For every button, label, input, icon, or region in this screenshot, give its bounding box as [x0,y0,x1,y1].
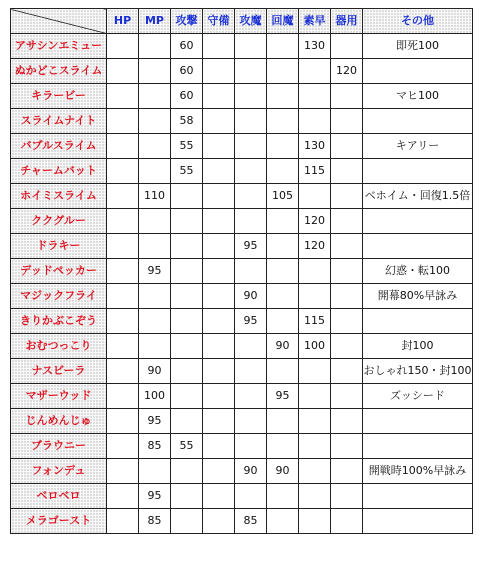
cell-dexterity [331,409,363,434]
cell-attack-magic [235,259,267,284]
cell-defense [203,459,235,484]
cell-mp [139,159,171,184]
header-hp: HP [107,9,139,34]
table-row [11,509,473,534]
cell-attack: 60 [171,34,203,59]
header-speed: 素早 [299,9,331,34]
cell-heal-magic [267,234,299,259]
cell-speed: 100 [299,334,331,359]
table-row [11,34,473,59]
cell-defense [203,84,235,109]
cell-hp [107,434,139,459]
cell-attack-magic [235,159,267,184]
cell-defense [203,284,235,309]
cell-speed: 115 [299,309,331,334]
cell-attack-magic [235,484,267,509]
cell-hp [107,134,139,159]
table-row [11,259,473,284]
cell-heal-magic [267,84,299,109]
cell-heal-magic: 105 [267,184,299,209]
monster-name-cell: ベロベロ [11,484,107,509]
cell-mp [139,34,171,59]
cell-attack-magic [235,59,267,84]
cell-defense [203,509,235,534]
cell-heal-magic [267,159,299,184]
cell-speed [299,284,331,309]
cell-heal-magic [267,109,299,134]
cell-other: 開戦時100%早詠み [363,459,473,484]
cell-attack-magic: 95 [235,234,267,259]
cell-mp: 90 [139,359,171,384]
cell-attack [171,234,203,259]
monster-name-cell: キラービー [11,84,107,109]
cell-dexterity [331,309,363,334]
cell-hp [107,84,139,109]
cell-dexterity [331,159,363,184]
cell-mp: 95 [139,259,171,284]
cell-other: マヒ100 [363,84,473,109]
cell-mp [139,459,171,484]
cell-other [363,434,473,459]
cell-dexterity [331,359,363,384]
monster-name-cell: ドラキー [11,234,107,259]
cell-hp [107,109,139,134]
cell-dexterity [331,284,363,309]
cell-heal-magic [267,484,299,509]
cell-dexterity [331,434,363,459]
cell-other [363,159,473,184]
cell-other [363,59,473,84]
header-attack-magic: 攻魔 [235,9,267,34]
cell-dexterity [331,109,363,134]
cell-attack [171,209,203,234]
cell-defense [203,109,235,134]
cell-mp [139,309,171,334]
cell-speed [299,484,331,509]
cell-heal-magic: 95 [267,384,299,409]
table-row [11,84,473,109]
cell-attack-magic: 95 [235,309,267,334]
cell-other [363,109,473,134]
cell-mp: 95 [139,409,171,434]
cell-heal-magic [267,409,299,434]
cell-dexterity [331,184,363,209]
cell-mp [139,234,171,259]
header-defense: 守備 [203,9,235,34]
monster-name-cell: きりかぶこぞう [11,309,107,334]
cell-other: 幻惑・転100 [363,259,473,284]
cell-speed [299,109,331,134]
cell-attack-magic: 90 [235,284,267,309]
monster-name-cell: フォンデュ [11,459,107,484]
cell-attack: 55 [171,159,203,184]
cell-speed: 120 [299,209,331,234]
table-row [11,159,473,184]
cell-dexterity [331,484,363,509]
cell-dexterity [331,259,363,284]
monster-stat-table [10,8,473,534]
cell-defense [203,359,235,384]
cell-dexterity [331,334,363,359]
cell-attack-magic: 85 [235,509,267,534]
cell-attack: 58 [171,109,203,134]
cell-attack [171,509,203,534]
cell-other: ベホイム・回復1.5倍 [363,184,473,209]
cell-heal-magic [267,359,299,384]
cell-other [363,209,473,234]
cell-attack [171,309,203,334]
cell-heal-magic [267,309,299,334]
cell-speed [299,184,331,209]
monster-name-cell: アサシンエミュー [11,34,107,59]
cell-other: 封100 [363,334,473,359]
monster-name-cell: メラゴースト [11,509,107,534]
cell-hp [107,34,139,59]
cell-mp [139,284,171,309]
cell-dexterity [331,209,363,234]
cell-speed: 130 [299,34,331,59]
cell-speed [299,409,331,434]
cell-attack [171,384,203,409]
table-row [11,334,473,359]
cell-defense [203,259,235,284]
cell-dexterity [331,509,363,534]
cell-attack [171,359,203,384]
cell-other: キアリー [363,134,473,159]
cell-other: ズッシード [363,384,473,409]
cell-hp [107,59,139,84]
monster-name-cell: ぬかどこスライム [11,59,107,84]
cell-other [363,309,473,334]
cell-speed [299,434,331,459]
cell-mp [139,109,171,134]
cell-speed [299,384,331,409]
cell-defense [203,409,235,434]
cell-defense [203,309,235,334]
cell-hp [107,384,139,409]
table-row [11,409,473,434]
cell-hp [107,459,139,484]
cell-heal-magic [267,34,299,59]
header-dexterity: 器用 [331,9,363,34]
cell-speed [299,59,331,84]
cell-attack-magic [235,434,267,459]
corner-header-cell [11,9,107,34]
cell-mp [139,209,171,234]
table-row [11,134,473,159]
cell-defense [203,184,235,209]
cell-attack-magic: 90 [235,459,267,484]
monster-name-cell: ホイミスライム [11,184,107,209]
cell-hp [107,409,139,434]
cell-hp [107,234,139,259]
table-row [11,359,473,384]
cell-dexterity [331,34,363,59]
cell-attack-magic [235,384,267,409]
cell-defense [203,59,235,84]
cell-mp [139,134,171,159]
cell-defense [203,434,235,459]
cell-attack [171,459,203,484]
cell-heal-magic: 90 [267,334,299,359]
cell-speed: 115 [299,159,331,184]
monster-name-cell: ククグルー [11,209,107,234]
monster-name-cell: スライムナイト [11,109,107,134]
table-row [11,184,473,209]
table-row [11,434,473,459]
cell-mp: 95 [139,484,171,509]
cell-heal-magic [267,134,299,159]
header-attack: 攻撃 [171,9,203,34]
cell-heal-magic [267,284,299,309]
table-row [11,209,473,234]
monster-name-cell: ブラウニー [11,434,107,459]
cell-hp [107,184,139,209]
cell-speed [299,259,331,284]
cell-speed [299,459,331,484]
cell-mp [139,59,171,84]
cell-dexterity [331,384,363,409]
cell-dexterity [331,134,363,159]
cell-attack-magic [235,84,267,109]
cell-attack [171,409,203,434]
cell-mp: 85 [139,509,171,534]
table-row [11,234,473,259]
cell-attack-magic [235,34,267,59]
cell-attack: 60 [171,84,203,109]
cell-defense [203,234,235,259]
cell-mp [139,334,171,359]
cell-hp [107,309,139,334]
cell-defense [203,34,235,59]
cell-attack-magic [235,209,267,234]
table-row [11,459,473,484]
cell-heal-magic [267,434,299,459]
cell-attack-magic [235,359,267,384]
cell-attack: 55 [171,434,203,459]
table-row [11,309,473,334]
cell-attack-magic [235,109,267,134]
cell-attack: 60 [171,59,203,84]
cell-speed: 120 [299,234,331,259]
cell-other: 開幕80%早詠み [363,284,473,309]
cell-attack [171,334,203,359]
cell-mp: 100 [139,384,171,409]
cell-attack [171,184,203,209]
monster-name-cell: バブルスライム [11,134,107,159]
header-mp: MP [139,9,171,34]
header-row [11,9,473,34]
cell-other: おしゃれ150・封100 [363,359,473,384]
cell-heal-magic [267,509,299,534]
cell-other: 即死100 [363,34,473,59]
cell-hp [107,359,139,384]
cell-hp [107,484,139,509]
cell-speed [299,84,331,109]
cell-defense [203,484,235,509]
monster-name-cell: おむつっこり [11,334,107,359]
header-other: その他 [363,9,473,34]
cell-other [363,234,473,259]
monster-name-cell: デッドペッカー [11,259,107,284]
cell-dexterity: 120 [331,59,363,84]
cell-heal-magic [267,259,299,284]
cell-attack-magic [235,409,267,434]
table-row [11,109,473,134]
cell-dexterity [331,84,363,109]
cell-hp [107,509,139,534]
cell-dexterity [331,234,363,259]
cell-attack-magic [235,134,267,159]
cell-speed [299,509,331,534]
monster-name-cell: チャームバット [11,159,107,184]
cell-defense [203,159,235,184]
cell-dexterity [331,459,363,484]
monster-name-cell: じんめんじゅ [11,409,107,434]
table-row [11,284,473,309]
cell-attack [171,259,203,284]
cell-hp [107,159,139,184]
cell-other [363,509,473,534]
table-row [11,484,473,509]
cell-defense [203,384,235,409]
cell-defense [203,209,235,234]
cell-attack: 55 [171,134,203,159]
cell-mp [139,84,171,109]
cell-attack [171,484,203,509]
cell-heal-magic: 90 [267,459,299,484]
header-heal-magic: 回魔 [267,9,299,34]
cell-attack-magic [235,334,267,359]
cell-hp [107,334,139,359]
cell-other [363,484,473,509]
monster-name-cell: ナスビーラ [11,359,107,384]
cell-heal-magic [267,59,299,84]
cell-mp: 110 [139,184,171,209]
cell-attack-magic [235,184,267,209]
cell-heal-magic [267,209,299,234]
table-body [11,34,473,534]
monster-name-cell: マジックフライ [11,284,107,309]
cell-hp [107,284,139,309]
cell-other [363,409,473,434]
cell-mp: 85 [139,434,171,459]
cell-speed [299,359,331,384]
cell-defense [203,334,235,359]
table-row [11,59,473,84]
monster-name-cell: マザーウッド [11,384,107,409]
cell-attack [171,284,203,309]
cell-defense [203,134,235,159]
cell-hp [107,259,139,284]
cell-speed: 130 [299,134,331,159]
table-row [11,384,473,409]
cell-hp [107,209,139,234]
